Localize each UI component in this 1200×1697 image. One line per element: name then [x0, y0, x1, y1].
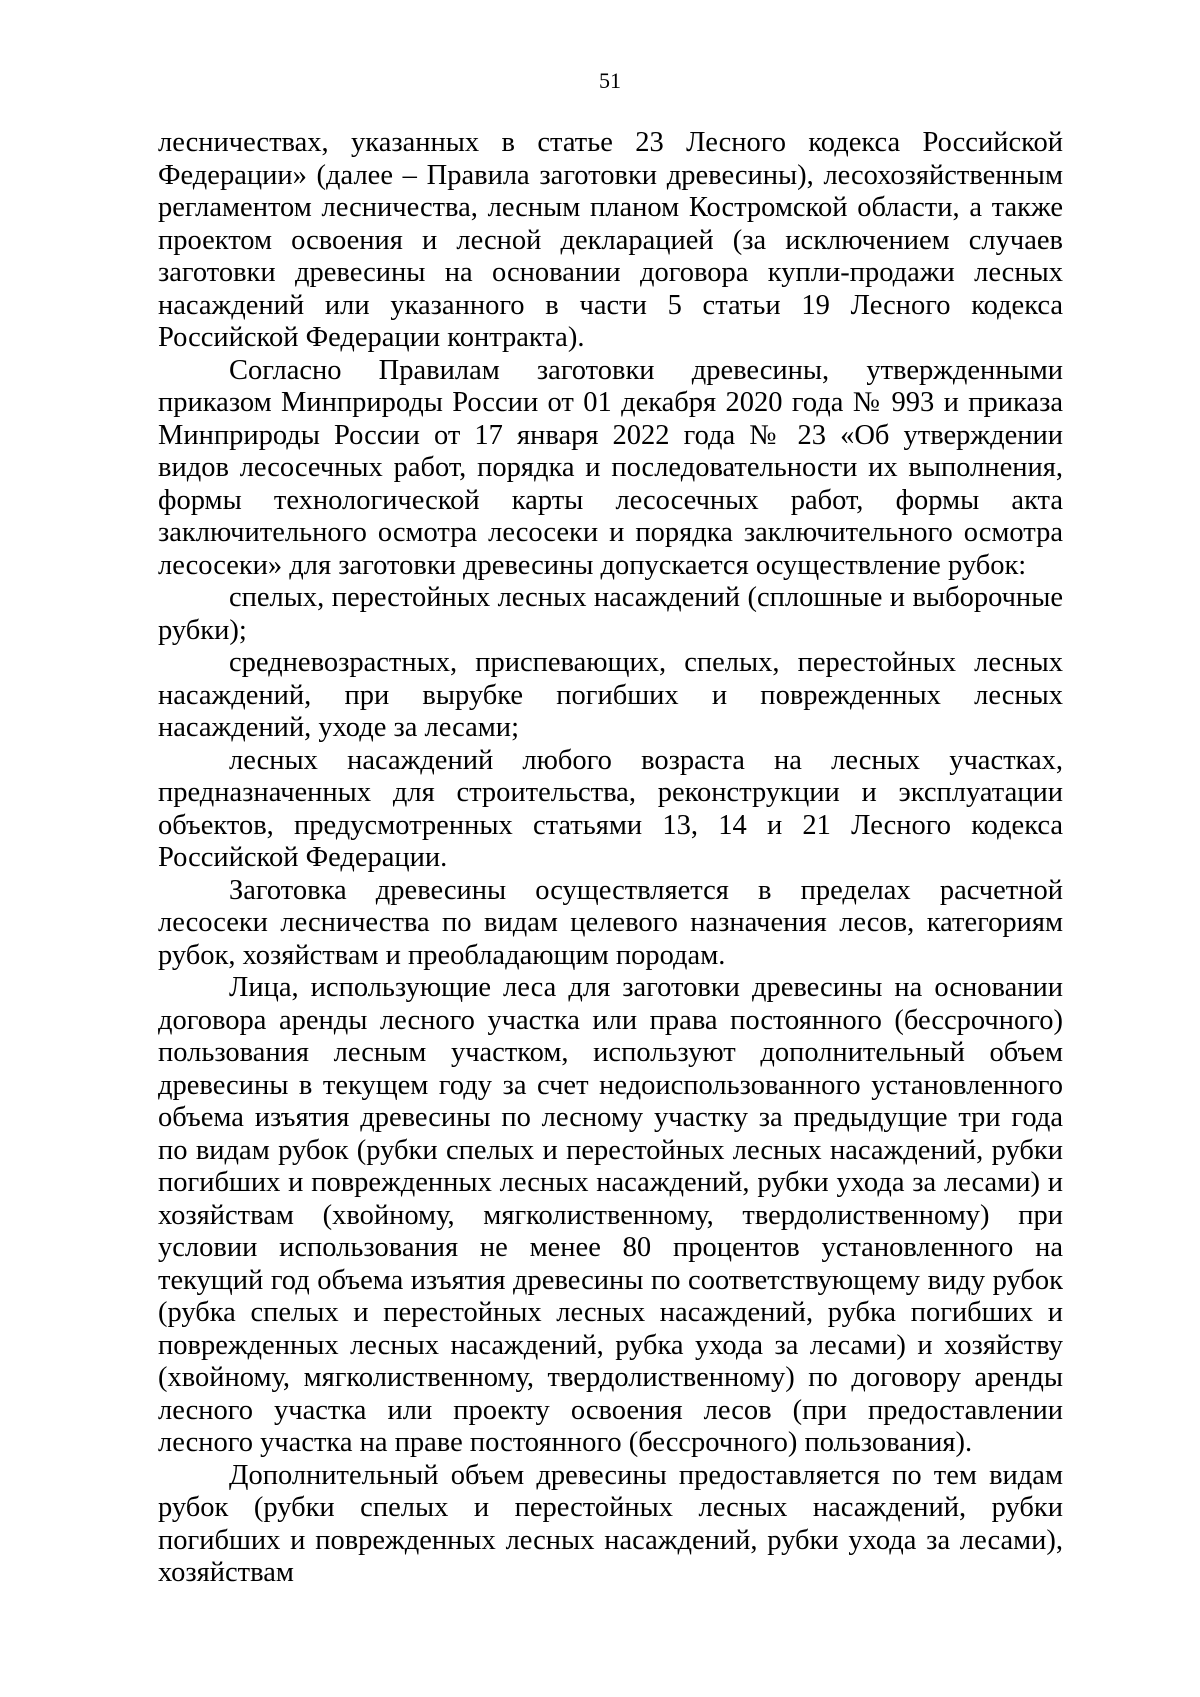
paragraph-2: Согласно Правилам заготовки древесины, утвержденными приказом Минприроды России от 01 декабря 2020 года № 993 и приказа Минприроды России от 17 января 2022 года № 23 «Об утверждении видов лесосечных работ, порядка и последовательности их выполнения, формы технологической карты лесосечных работ, формы акта заключительного осмотра лесосеки и порядка заключительного осмотра лесосеки» для заготовки древесины допускается осуществление рубок:	[158, 354, 1063, 581]
paragraph-1: лесничествах, указанных в статье 23 Лесного кодекса Российской Федерации» (далее – Правила заготовки древесины), лесохозяйственным регламентом лесничества, лесным планом Костромской области, а также проектом освоения и лесной декларацией (за исключением случаев заготовки древесины на основании договора купли-продажи лесных насаждений или указанного в части 5 статьи 19 Лесного кодекса Российской Федерации контракта).	[158, 127, 1063, 353]
page-number: 51	[599, 68, 621, 93]
paragraph-5: лесных насаждений любого возраста на лесных участках, предназначенных для строительства, реконструкции и эксплуатации объектов, предусмотренных статьями 13, 14 и 21 Лесного кодекса Российской Федерации.	[158, 744, 1063, 873]
body-text	[158, 127, 1063, 1590]
paragraph-7: Лица, использующие леса для заготовки древесины на основании договора аренды лесного участка или права постоянного (бессрочного) пользования лесным участком, используют дополнительный объем древесины в текущем году за счет недоиспользованного установленного объема изъятия древесины по лесному участку за предыдущие три года по видам рубок (рубки спелых и перестойных лесных насаждений, рубки погибших и поврежденных лесных насаждений, рубки ухода за лесами) и хозяйствам (хвойному, мягколиственному, твердолиственному) при условии использования не менее 80 процентов установленного на текущий год объема изъятия древесины по соответствующему виду рубок (рубка спелых и перестойных лесных насаждений, рубка погибших и поврежденных лесных насаждений, рубка ухода за лесами) и хозяйству (хвойному, мягколиственному, твердолиственному) по договору аренды лесного участка или проекту освоения лесов (при предоставлении лесного участка на праве постоянного (бессрочного) пользования).	[158, 972, 1063, 1458]
paragraph-4: средневозрастных, приспевающих, спелых, перестойных лесных насаждений, при вырубке погибших и поврежденных лесных насаждений, уходе за лесами;	[158, 647, 1063, 743]
paragraph-6: Заготовка древесины осуществляется в пределах расчетной лесосеки лесничества по видам целевого назначения лесов, категориям рубок, хозяйствам и преобладающим породам.	[158, 874, 1063, 971]
paragraph-8: Дополнительный объем древесины предоставляется по тем видам рубок (рубки спелых и перестойных лесных насаждений, рубки погибших и поврежденных лесных насаждений, рубки ухода за лесами), хозяйствам	[158, 1459, 1063, 1588]
paragraph-3: спелых, перестойных лесных насаждений (сплошные и выборочные рубки);	[158, 582, 1063, 646]
